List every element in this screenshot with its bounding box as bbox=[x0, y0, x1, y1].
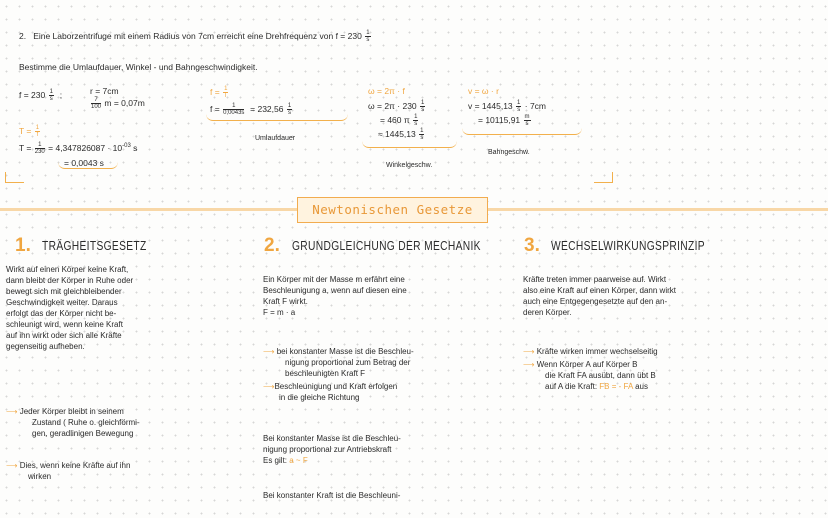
task-line-1 bbox=[19, 30, 372, 43]
task-line-2: Bestimme die Umlaufdauer, Winkel - und Bahngeschwindigkeit. bbox=[19, 62, 258, 72]
task-number: 2. bbox=[19, 30, 27, 41]
bracket-right bbox=[594, 172, 613, 183]
section-title: Newtonischen Gesetze bbox=[297, 197, 488, 223]
omega-formula: ω = 2π · f bbox=[368, 86, 405, 96]
law-2-text: Ein Körper mit der Masse m erfährt eine Beschleunigung a, wenn auf diesen eine Kraft F wirkt. F = m · a bbox=[263, 275, 407, 317]
label-umlaufdauer: Umlaufdauer bbox=[255, 135, 296, 142]
task-unit: $\frac{1}{s}$ bbox=[366, 30, 370, 43]
bracket-left bbox=[5, 172, 24, 183]
arrow-icon: ⟶ bbox=[6, 407, 18, 416]
proportional-formula: a ~ F bbox=[289, 456, 308, 465]
task-text: Eine Laborzentrifuge mit einem Radius von 7cm erreicht eine Drehfrequenz von f = 230 bbox=[33, 30, 362, 41]
umlauf-underline bbox=[206, 114, 348, 121]
law-1-bullet-2: ⟶ Dies, wenn keine Kräfte auf ihn wirken bbox=[6, 461, 131, 481]
frequency-formula: f = $\frac{1}{T}$ bbox=[210, 86, 228, 99]
law-3-bullet-1: ⟶ Kräfte wirken immer wechselseitig bbox=[523, 347, 658, 356]
law-3-bullet-2: ⟶ Wenn Körper A auf Körper B die Kraft FA ausübt, dann übt B auf A die Kraft: FB = - FA aus bbox=[523, 360, 656, 391]
omega-underline bbox=[362, 141, 457, 148]
law-2-number: 2. bbox=[264, 235, 280, 256]
velocity-calc-1: v = 1445,13 $\frac{1}{s}$ · 7cm bbox=[468, 100, 547, 113]
arrow-icon: ⟶ bbox=[263, 382, 275, 391]
law-3-number: 3. bbox=[524, 235, 540, 256]
period-result: = 0,0043 s bbox=[64, 158, 104, 168]
law-3-text: Kräfte treten immer paarweise auf. Wirkt also eine Kraft auf einen Körper, dann wirkt auch eine Entgegengesetzte auf den an- deren Körper. bbox=[523, 275, 676, 317]
arrow-icon: ⟶ bbox=[263, 347, 275, 356]
reaction-formula: FB = - FA bbox=[599, 382, 633, 391]
period-underline bbox=[58, 162, 118, 169]
omega-calc-1: ω = 2π · 230 $\frac{1}{s}$ bbox=[368, 100, 425, 113]
omega-calc-3: ≈ 1445,13 $\frac{1}{s}$ bbox=[378, 128, 424, 141]
velocity-formula: v = ω · r bbox=[468, 86, 499, 96]
label-winkelgeschw: Winkelgeschw. bbox=[386, 162, 433, 169]
law-2-heading: GRUNDGLEICHUNG DER MECHANIK bbox=[292, 239, 481, 253]
given-r: r = 7cm bbox=[90, 86, 119, 96]
law-1-number: 1. bbox=[15, 235, 31, 256]
arrow-icon: ⟶ bbox=[523, 360, 535, 369]
period-formula: T = $\frac{1}{f}$ bbox=[19, 125, 40, 138]
frequency-calc: f = $\frac{1}{0,0043s}$ = 232,56 $\frac{1}{s}$ bbox=[210, 103, 292, 116]
label-bahngeschw: Bahngeschw. bbox=[488, 149, 530, 156]
law-3-heading: WECHSELWIRKUNGSPRINZIP bbox=[551, 239, 705, 253]
arrow-icon: ⟶ bbox=[6, 461, 18, 470]
law-2-bullet-2: ⟶Beschleunigung und Kraft erfolgen in die gleiche Richtung bbox=[263, 382, 398, 402]
velocity-underline bbox=[462, 128, 582, 135]
velocity-calc-2: = 10115,91 $\frac{m}{s}$ bbox=[478, 114, 530, 127]
law-1-heading: TRÄGHEITSGESETZ bbox=[42, 239, 147, 253]
omega-calc-2: = 460 π $\frac{1}{s}$ bbox=[380, 114, 418, 127]
law-2-bullet-1: ⟶ bei konstanter Masse ist die Beschleu- nigung proportional zum Betrag der beschleunigten Kraft F bbox=[263, 347, 414, 378]
law-2-extra: Bei konstanter Masse ist die Beschleu- nigung proportional zur Antriebskraft Es gilt: a ~ F bbox=[263, 434, 401, 465]
law-2-last: Bei konstanter Kraft ist die Beschleuni- bbox=[263, 491, 401, 500]
law-1-text: Wirkt auf einen Körper keine Kraft, dann bleibt der Körper in Ruhe oder bewegt sich mit gleichbleibender Geschwindigkeit weiter. Daraus erfolgt das der Körper nicht be- schleunigt wird, wenn keine Kraft auf ihn wirkt oder sich alle Kräfte gegenseitig aufheben. bbox=[6, 265, 134, 351]
law-1-bullet-1: ⟶ Jeder Körper bleibt in seinem Zustand ( Ruhe o. gleichförmi- gen, geradlinigen Bewegung bbox=[6, 407, 140, 438]
given-r-converted: $\frac{7}{100}$ m = 0,07m bbox=[91, 97, 145, 110]
period-calc: T = $\frac{1}{230}$ = $4,347826087 \cdot 10^{-03}$ s bbox=[19, 142, 138, 156]
given-f: f = 230 $\frac{1}{s}$ ; bbox=[19, 89, 63, 102]
arrow-icon: ⟶ bbox=[523, 347, 535, 356]
